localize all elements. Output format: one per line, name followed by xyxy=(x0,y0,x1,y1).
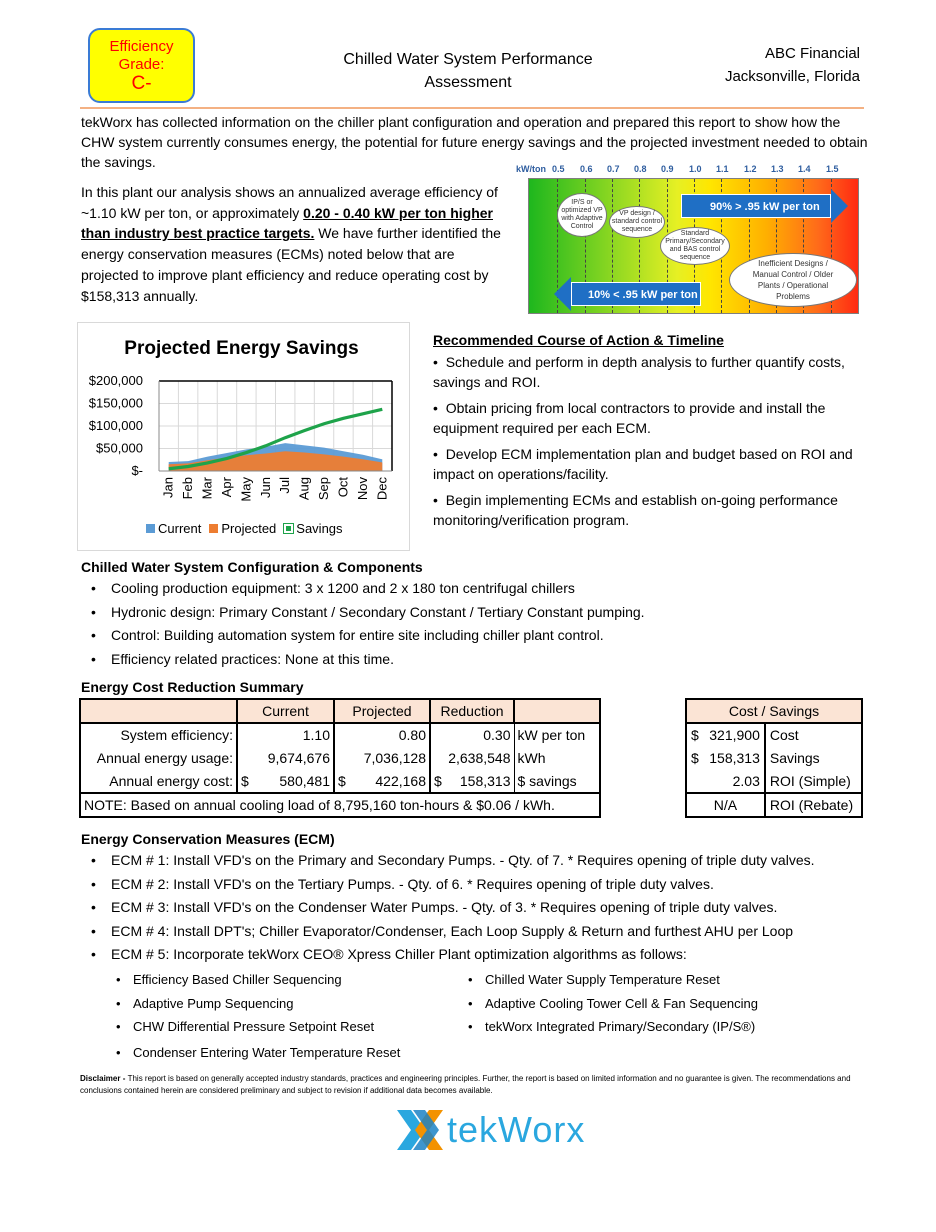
x-tick-label: Jun xyxy=(257,477,273,498)
recommended-section xyxy=(433,330,873,536)
table-row xyxy=(686,770,862,794)
cell-symbol: $ xyxy=(686,723,703,747)
config-item: • Hydronic design: Primary Constant / Secondary Constant / Tertiary Constant pumping. xyxy=(81,601,871,625)
table-row xyxy=(80,770,600,794)
tekworx-logo xyxy=(395,1108,595,1152)
cell-symbol xyxy=(334,723,349,747)
cell-symbol xyxy=(237,723,252,747)
cell-unit: $ savings xyxy=(514,770,600,794)
logo-text: tekWorx xyxy=(447,1109,586,1150)
table-note: NOTE: Based on annual cooling load of 8,795,160 ton-hours & $0.06 / kWh. xyxy=(80,793,600,817)
cell-reduction: 0.30 xyxy=(445,723,514,747)
ecm-sub-item: • CHW Differential Pressure Setpoint Reset xyxy=(113,1015,453,1039)
efficiency-scale-graphic xyxy=(528,178,859,314)
client-name: ABC Financial xyxy=(764,45,860,62)
client-block xyxy=(725,42,860,88)
chart-title: Projected Energy Savings xyxy=(124,338,359,359)
recommended-heading: Recommended Course of Action & Timeline xyxy=(433,332,724,348)
x-tick-label: Jan xyxy=(160,477,176,498)
low-kw-arrow: 10% < .95 kW per ton xyxy=(571,282,701,306)
tick-label: 1.3 xyxy=(771,164,784,174)
analysis-text-2: We have further identified the energy conservation measures (ECMs) noted below that are projected to improve plant efficiency and reduce operating cost by $158,313 annually. xyxy=(81,225,501,304)
x-tick-label: Jul xyxy=(277,477,293,494)
ecm-sub-item: • Adaptive Cooling Tower Cell & Fan Sequencing xyxy=(465,992,865,1016)
tick-label: 1.0 xyxy=(689,164,702,174)
table-row xyxy=(686,746,862,770)
table-header-row xyxy=(80,699,600,723)
cell-symbol xyxy=(430,723,445,747)
bubble-vp-design: VP design / standard control sequence xyxy=(609,206,665,238)
cell-symbol xyxy=(430,746,445,770)
y-tick-label: $100,000 xyxy=(88,418,143,433)
x-tick-label: Aug xyxy=(296,477,312,501)
ecm-item: • ECM # 2: Install VFD's on the Tertiary Pumps. - Qty. of 6. * Requires opening of triple duty valves. xyxy=(81,873,881,897)
projected-savings-chart xyxy=(77,322,410,551)
y-tick-label: $200,000 xyxy=(88,373,143,388)
cost-savings-table xyxy=(685,698,863,818)
client-location: Jacksonville, Florida xyxy=(724,68,860,85)
cell-projected: 7,036,128 xyxy=(349,746,430,770)
y-tick-label: $150,000 xyxy=(88,395,143,411)
title-line-2: Assessment xyxy=(424,74,512,91)
disclaimer xyxy=(80,1073,860,1097)
ecm-list xyxy=(81,849,881,967)
row-label: Annual energy usage: xyxy=(80,746,237,770)
recommended-item: • Schedule and perform in depth analysis to further quantify costs, savings and ROI. xyxy=(433,353,845,390)
x-tick-label: Apr xyxy=(218,477,234,498)
page-title xyxy=(330,48,606,94)
energy-summary-table xyxy=(79,698,601,818)
recommended-item-text: Develop ECM implementation plan and budget based on ROI and impact on operations/facility. xyxy=(433,445,853,482)
config-list xyxy=(81,577,871,671)
cell-unit: kW per ton xyxy=(514,723,600,747)
x-tick-label: Mar xyxy=(199,477,215,500)
cell-value: N/A xyxy=(686,793,765,817)
disclaimer-label: Disclaimer - xyxy=(80,1074,128,1083)
cell-symbol xyxy=(334,746,349,770)
chart-legend xyxy=(146,521,343,536)
y-tick-label: $50,000 xyxy=(96,440,143,456)
grade-label-2: Grade: xyxy=(118,56,165,73)
legend-swatch xyxy=(209,524,218,533)
legend-label: Savings xyxy=(296,521,343,536)
x-tick-label: Feb xyxy=(180,477,196,500)
cell-symbol: $ xyxy=(686,746,703,770)
bubble-inefficient: Inefficient Designs / Manual Control / Older Plants / Operational Problems xyxy=(729,253,857,307)
legend-swatch xyxy=(284,524,293,533)
header-cell: Projected xyxy=(334,699,430,723)
cell-projected: 0.80 xyxy=(349,723,430,747)
title-line-1: Chilled Water System Performance xyxy=(343,51,593,68)
ecm-item: • ECM # 4: Install DPT's; Chiller Evaporator/Condenser, Each Loop Supply & Return and furthest AHU per Loop xyxy=(81,920,881,944)
disclaimer-text: This report is based on generally accepted industry standards, practices and engineering principles. Further, the report is based on limited information and no guarantee is given. The recommendations and conclusions contained herein are considered preliminary and subject to revision if additional data becomes available. xyxy=(80,1074,851,1095)
header-cell: Reduction xyxy=(430,699,514,723)
cell-label: ROI (Rebate) xyxy=(765,793,862,817)
bubble-ips: IP/S or optimized VP with Adaptive Control xyxy=(557,193,607,237)
x-tick-label: Oct xyxy=(335,477,351,498)
config-item: • Cooling production equipment: 3 x 1200 and 2 x 180 ton centrifugal chillers xyxy=(81,577,871,601)
recommended-item: • Obtain pricing from local contractors to provide and install the equipment required per each ECM. xyxy=(433,399,826,436)
cell-symbol: $ xyxy=(434,772,442,789)
recommended-item: • Develop ECM implementation plan and budget based on ROI and impact on operations/facility. xyxy=(433,445,853,482)
x-tick-label: May xyxy=(238,477,254,502)
legend-swatch xyxy=(146,524,155,533)
x-tick-label: Dec xyxy=(374,477,390,501)
legend-label: Projected xyxy=(221,521,277,536)
cell-current: 1.10 xyxy=(252,723,334,747)
table-row xyxy=(686,793,862,817)
cell-value: 158,313 xyxy=(703,746,765,770)
header-cell xyxy=(514,699,600,723)
kw-per-ton-axis xyxy=(516,163,861,179)
tick-label: 1.1 xyxy=(716,164,729,174)
recommended-item-text: Obtain pricing from local contractors to provide and install the equipment required per each ECM. xyxy=(433,399,826,436)
cell-label: Savings xyxy=(765,746,862,770)
tick-label: 1.2 xyxy=(744,164,757,174)
table-header-row xyxy=(686,699,862,723)
intro-paragraph: tekWorx has collected information on the chiller plant configuration and operation and prepared this report to show how the CHW system currently consumes energy, the potential for future energy savings and the projected investment needed to obtain the savings. xyxy=(81,114,868,170)
config-item: • Efficiency related practices: None at this time. xyxy=(81,648,871,672)
cell-symbol xyxy=(237,746,252,770)
cell-symbol: $ xyxy=(241,772,249,789)
ecm-sub-item: • Efficiency Based Chiller Sequencing xyxy=(113,968,453,992)
header-cell: Cost / Savings xyxy=(686,699,862,723)
ecm-heading: Energy Conservation Measures (ECM) xyxy=(81,831,335,847)
legend-current xyxy=(146,521,201,536)
tick-label: 0.9 xyxy=(661,164,674,174)
legend-savings xyxy=(284,521,342,536)
legend-projected xyxy=(209,521,276,536)
cell-label: ROI (Simple) xyxy=(765,770,862,794)
analysis-paragraph xyxy=(81,182,511,306)
tick-label: 0.7 xyxy=(607,164,620,174)
ecm-sub-list-left xyxy=(113,968,453,1064)
header-cell: Current xyxy=(237,699,334,723)
ecm-sub-item: • Chilled Water Supply Temperature Reset xyxy=(465,968,865,992)
ecm-sub-item: • Adaptive Pump Sequencing xyxy=(113,992,453,1016)
grade-label-1: Efficiency xyxy=(109,38,174,55)
cell-current: 9,674,676 xyxy=(252,746,334,770)
table-note-row xyxy=(80,793,600,817)
cell-label: Cost xyxy=(765,723,862,747)
high-kw-arrow: 90% > .95 kW per ton xyxy=(681,194,831,218)
tick-label: 0.8 xyxy=(634,164,647,174)
chart-plot xyxy=(78,323,411,552)
ecm-section xyxy=(81,829,881,967)
cell-reduction: 2,638,548 xyxy=(445,746,514,770)
tick-label: 0.6 xyxy=(580,164,593,174)
config-heading: Chilled Water System Configuration & Components xyxy=(81,559,423,575)
recommended-item-text: Begin implementing ECMs and establish on-going performance monitoring/verification program. xyxy=(433,491,838,528)
cell-unit: kWh xyxy=(514,746,600,770)
cell-value: 321,900 xyxy=(703,723,765,747)
ecm-sub-item: • Condenser Entering Water Temperature Reset xyxy=(113,1041,453,1065)
cell-reduction: 158,313 xyxy=(445,770,514,794)
analysis-highlight: 0.20 - 0.40 kW per ton higher than industry best practice targets. xyxy=(81,204,493,242)
x-tick-label: Nov xyxy=(354,477,370,501)
legend-label: Current xyxy=(158,521,202,536)
cell-symbol xyxy=(686,770,703,794)
cell-symbol: $ xyxy=(338,772,346,789)
row-label: System efficiency: xyxy=(80,723,237,747)
table-row xyxy=(80,746,600,770)
cell-value: 2.03 xyxy=(703,770,765,794)
cell-current: 580,481 xyxy=(252,770,334,794)
table-row xyxy=(80,723,600,747)
ecm-item: • ECM # 3: Install VFD's on the Condenser Water Pumps. - Qty. of 3. * Requires opening of triple duty valves. xyxy=(81,896,881,920)
tick-label: 1.5 xyxy=(826,164,839,174)
tick-label: 0.5 xyxy=(552,164,565,174)
efficiency-grade-badge xyxy=(88,28,195,103)
recommended-item: • Begin implementing ECMs and establish on-going performance monitoring/verification program. xyxy=(433,491,838,528)
x-tick-label: Sep xyxy=(316,477,332,501)
cell-projected: 422,168 xyxy=(349,770,430,794)
summary-heading: Energy Cost Reduction Summary xyxy=(81,679,304,695)
bubble-standard-ps: Standard Primary/Secondary and BAS control sequence xyxy=(660,227,730,265)
ecm-sub-list-right xyxy=(465,968,865,1039)
table-row xyxy=(686,723,862,747)
axis-label: kW/ton xyxy=(516,164,546,174)
analysis-text-1: In this plant our analysis shows an annualized average efficiency of ~1.10 kW per ton, or approximately xyxy=(81,184,498,221)
header-cell xyxy=(80,699,237,723)
header-divider xyxy=(80,107,864,109)
config-section xyxy=(81,557,871,671)
row-label: Annual energy cost: xyxy=(80,770,237,794)
ecm-item: • ECM # 1: Install VFD's on the Primary and Secondary Pumps. - Qty. of 7. * Requires opening of triple duty valves. xyxy=(81,849,881,873)
tick-label: 1.4 xyxy=(798,164,811,174)
recommended-item-text: Schedule and perform in depth analysis to further quantify costs, savings and ROI. xyxy=(433,353,845,390)
config-item: • Control: Building automation system for entire site including chiller plant control. xyxy=(81,624,871,648)
y-tick-label: $- xyxy=(131,463,143,478)
ecm-sub-item: • tekWorx Integrated Primary/Secondary (IP/S®) xyxy=(465,1015,865,1039)
ecm-item: • ECM # 5: Incorporate tekWorx CEO® Xpress Chiller Plant optimization algorithms as follows: xyxy=(81,943,881,967)
grade-value: C- xyxy=(131,73,152,94)
